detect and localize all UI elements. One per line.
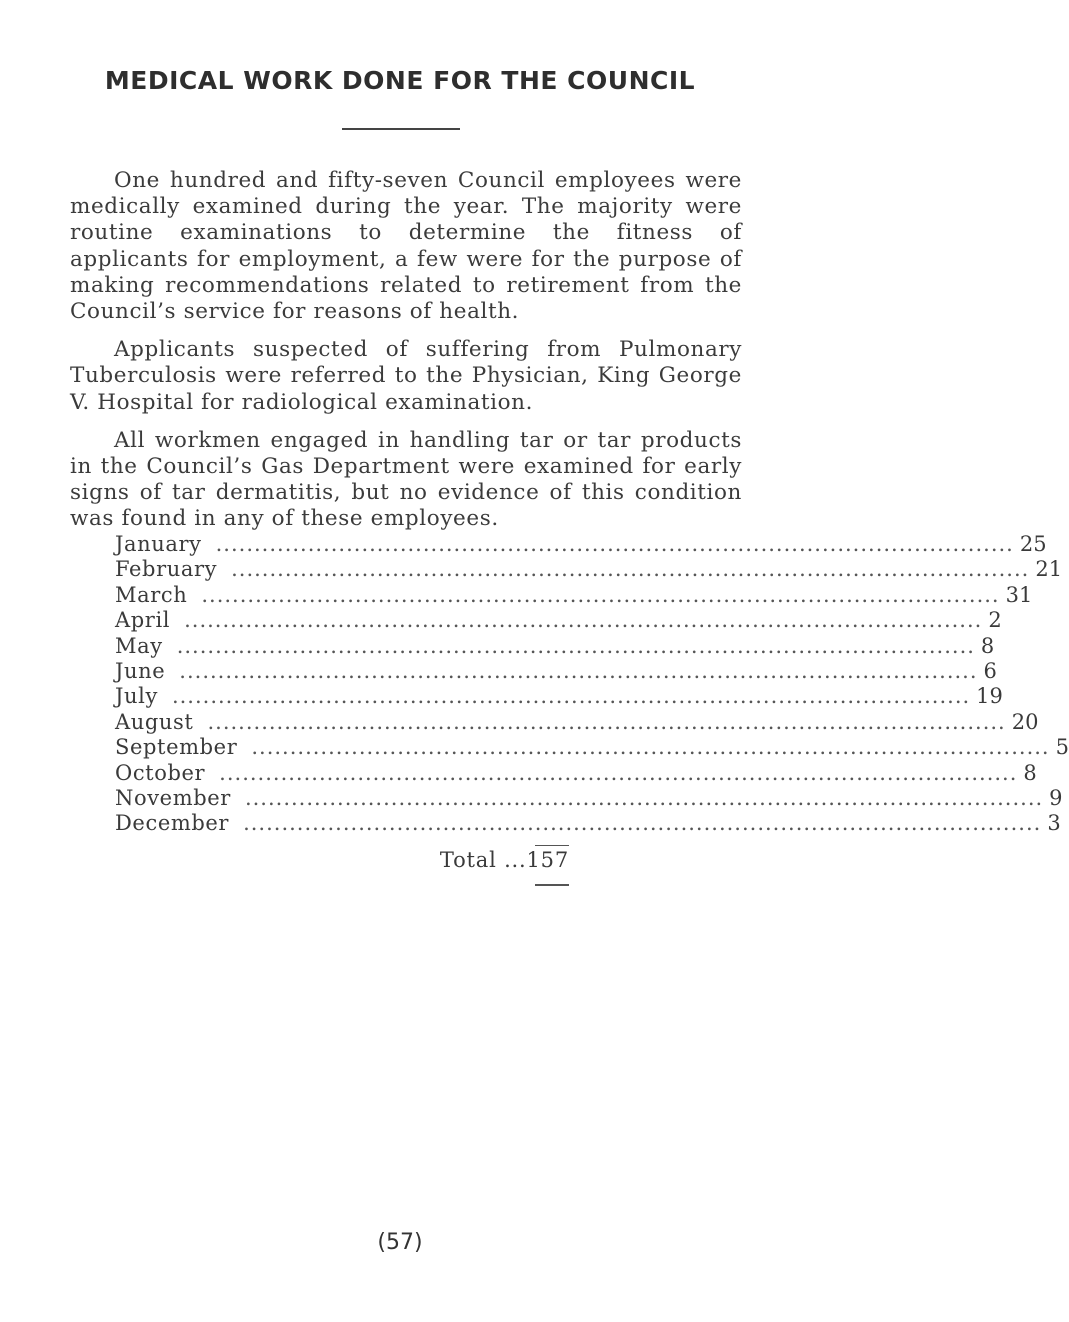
table-row <box>115 709 1039 735</box>
month-label: February <box>115 557 218 582</box>
month-label: September <box>115 735 238 760</box>
dot-leader: ........................................................................................................ <box>251 735 1050 760</box>
table-row <box>115 608 1002 633</box>
month-count: 6 <box>983 658 997 683</box>
month-count: 2 <box>988 608 1002 633</box>
month-count: 5 <box>1055 735 1069 760</box>
month-label: April <box>115 608 171 633</box>
dot-leader: ........................................................................................................ <box>219 760 1018 785</box>
paragraph-1: One hundred and fifty-seven Council employees were medically examined during the year. The majority were routine examinations to determine the fitness of applicants for employment, a few were for the purpose of making recommendations related to retirement from the Council’s service for reasons of health. <box>70 168 742 325</box>
dot-leader: ........................................................................................................ <box>184 608 983 633</box>
table-row <box>115 658 997 684</box>
month-count: 8 <box>1023 760 1037 785</box>
page-title: MEDICAL WORK DONE FOR THE COUNCIL <box>104 66 696 95</box>
dot-leader: ........................................................................................................ <box>215 532 1014 556</box>
sum-rule <box>535 845 569 846</box>
dot-leader: ........................................................................................................ <box>243 811 1042 836</box>
month-label: October <box>115 760 206 785</box>
month-label: November <box>115 785 231 810</box>
title-rule <box>342 128 460 130</box>
month-count: 21 <box>1035 557 1063 582</box>
month-label: January <box>115 532 202 556</box>
table-row <box>115 735 1069 760</box>
dot-leader: ........................................................................................................ <box>179 658 978 683</box>
month-count: 25 <box>1019 532 1047 556</box>
total-underline <box>535 884 569 886</box>
dot-leader: ........................................................................................................ <box>176 633 975 658</box>
table-row <box>115 760 1037 786</box>
total-row: Total ...157 <box>439 848 569 872</box>
month-label: May <box>115 633 163 658</box>
month-label: June <box>115 658 166 683</box>
month-count: 19 <box>976 684 1003 709</box>
table-row <box>115 582 1033 608</box>
month-label: March <box>115 582 188 607</box>
body-text <box>70 168 742 545</box>
dot-leader: ........................................................................................................ <box>201 582 1000 607</box>
page-number: (57) <box>377 1230 423 1255</box>
monthly-examinations-table <box>115 532 1069 837</box>
table-row <box>115 684 1003 709</box>
dot-leader: ........................................................................................................ <box>171 684 971 709</box>
table-row <box>115 532 1047 557</box>
month-label: July <box>115 684 158 709</box>
dot-leader: ........................................................................................................ <box>244 785 1044 810</box>
table-row <box>115 785 1063 811</box>
table-row <box>115 811 1061 836</box>
paragraph-3: All workmen engaged in handling tar or tar products in the Council’s Gas Department were examined for early signs of tar dermatitis, but no evidence of this condition was found in any of these employees. <box>70 427 742 532</box>
month-label: August <box>115 709 194 734</box>
dot-leader: ........................................................................................................ <box>231 557 1030 582</box>
month-count: 9 <box>1049 785 1063 810</box>
month-count: 3 <box>1047 811 1061 836</box>
dot-leader: ........................................................................................................ <box>207 709 1006 734</box>
month-count: 8 <box>980 633 995 658</box>
month-count: 31 <box>1005 582 1033 607</box>
table-row <box>115 633 995 659</box>
month-count: 20 <box>1011 709 1039 734</box>
month-label: December <box>115 811 230 836</box>
paragraph-2: Applicants suspected of suffering from Pulmonary Tuberculosis were referred to the Physician, King George V. Hospital for radiological examination. <box>70 337 742 415</box>
table-row <box>115 557 1063 582</box>
